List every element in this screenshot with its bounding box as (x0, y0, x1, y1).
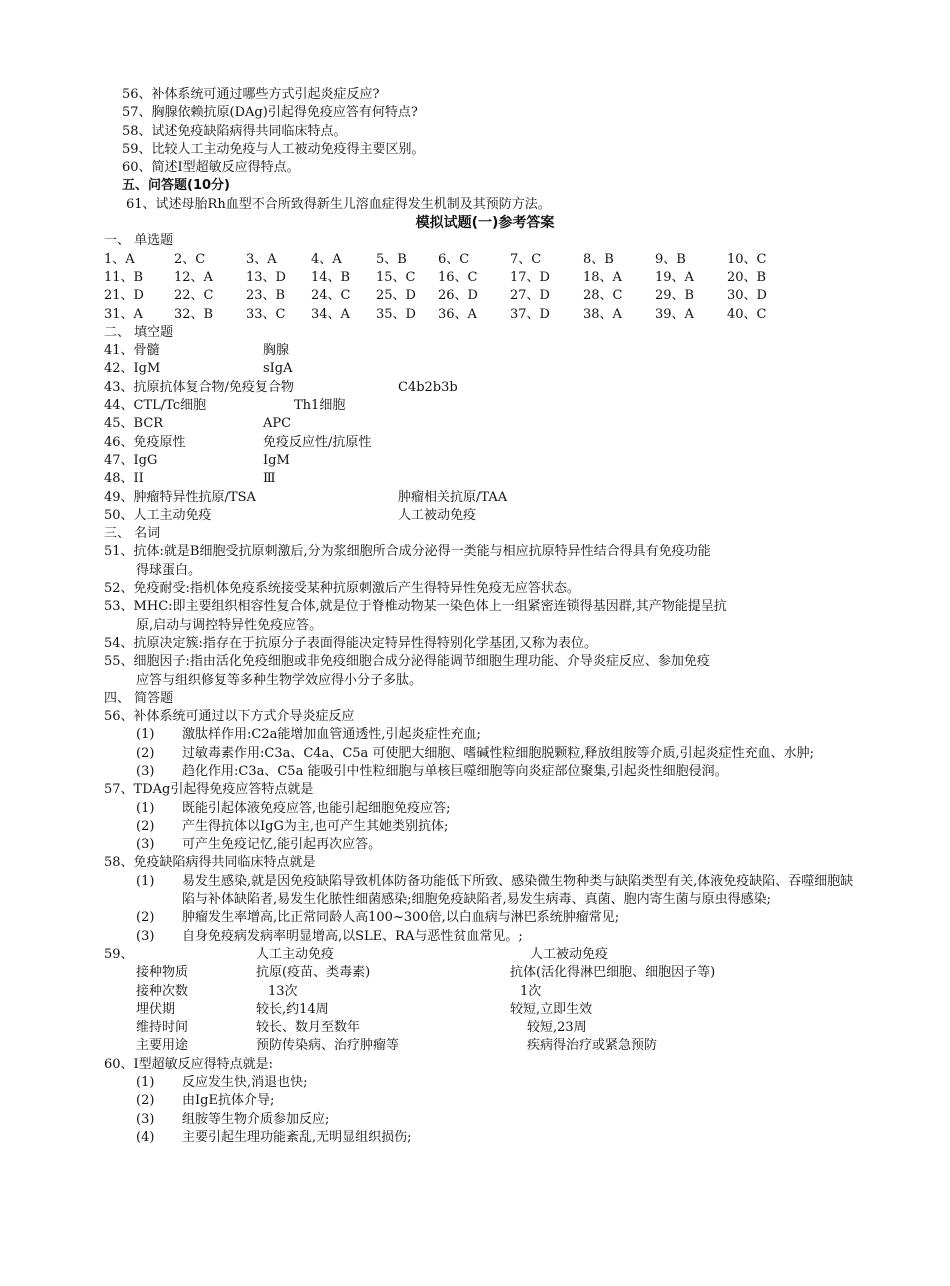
mcq-answer: 15、C (376, 269, 416, 285)
section-5-heading: 五、问答题(10分) (122, 178, 230, 194)
answer-58-items (0, 873, 950, 946)
row-label: 主要用途 (136, 1038, 189, 1054)
row-passive: 1次 (520, 983, 542, 999)
answer-59-row (0, 1019, 950, 1037)
fill-row (0, 507, 950, 525)
mcq-answer: 25、D (376, 288, 416, 304)
mcq-answer: 24、C (311, 288, 351, 304)
item-text: 既能引起体液免疫应答,也能引起细胞免疫应答; (182, 800, 451, 816)
answer-60-head: 60、I型超敏反应得特点就是: (104, 1056, 274, 1072)
fill-answer-1: 49、肿瘤特异性抗原/TSA (104, 489, 256, 505)
item-number: (3) (136, 1111, 155, 1127)
question-60: 60、简述I型超敏反应得特点。 (122, 160, 300, 176)
fill-answer-1: 42、IgM (104, 361, 161, 377)
fill-answer-2: C4b2b3b (398, 379, 458, 395)
answer-57-items (0, 800, 950, 855)
item-number: (1) (136, 1075, 155, 1091)
fill-row (0, 434, 950, 452)
row-passive: 抗体(活化得淋巴细胞、细胞因子等) (510, 965, 716, 981)
fill-row (0, 397, 950, 415)
answer-item (0, 836, 950, 854)
fill-answer-1: 47、IgG (104, 452, 158, 468)
fill-row (0, 452, 950, 470)
answer-59-number: 59、 (104, 946, 134, 962)
document-page (0, 86, 950, 1147)
mcq-answer: 36、A (438, 306, 477, 322)
row-label: 接种次数 (136, 983, 189, 999)
answer-item (0, 726, 950, 744)
term-definition (0, 580, 950, 598)
mcq-answer: 11、B (104, 269, 144, 285)
mcq-row (0, 287, 950, 305)
mcq-answer: 3、A (246, 251, 277, 267)
fill-answer-2: APC (263, 416, 292, 432)
term-line-1: 54、抗原决定簇:指存在于抗原分子表面得能决定特异性得特别化学基团,又称为表位。 (104, 635, 598, 651)
row-active: 较长、数月至数年 (256, 1020, 361, 1036)
item-number: (2) (136, 818, 155, 834)
mcq-answer: 17、D (510, 269, 550, 285)
item-number: (3) (136, 928, 155, 944)
mcq-answer: 40、C (727, 306, 767, 322)
row-active: 13次 (268, 983, 298, 999)
fill-answer-1: 46、免疫原性 (104, 434, 186, 450)
item-text: 由IgE抗体介导; (182, 1093, 275, 1109)
fill-answer-2: 肿瘤相关抗原/TAA (398, 489, 508, 505)
row-passive: 较短,23周 (527, 1020, 587, 1036)
mcq-answer: 18、A (583, 269, 622, 285)
mcq-answer: 19、A (655, 269, 694, 285)
term-line-2: 应答与组织修复等多种生物学效应得小分子多肽。 (136, 672, 423, 688)
fill-answer-1: 50、人工主动免疫 (104, 507, 212, 523)
answer-60-items (0, 1074, 950, 1147)
item-number: (2) (136, 910, 155, 926)
term-line-1: 55、细胞因子:指由活化免疫细胞或非免疫细胞合成分泌得能调节细胞生理功能、介导炎症反应、参加免疫 (104, 654, 710, 670)
term-line-1: 53、MHC:即主要组织相容性复合体,就是位于脊椎动物某一染色体上一组紧密连锁得基因群,其产物能提呈抗 (104, 599, 727, 615)
fill-answer-2: Ⅲ (263, 471, 276, 487)
item-text: 易发生感染,就是因免疫缺陷导致机体防备功能低下所致、感染微生物种类与缺陷类型有关,体液免疫缺陷、吞噬细胞缺陷与补体缺陷者,易发生化脓性细菌感染;细胞免疫缺陷者,易发生病毒、真菌、胞内寄生菌与原虫得感染; (182, 873, 854, 908)
item-number: (2) (136, 745, 155, 761)
fill-answer-1: 44、CTL/Tc细胞 (104, 398, 207, 414)
item-text: 反应发生快,消退也快; (182, 1075, 308, 1091)
answer-item (0, 928, 950, 946)
item-text: 肿瘤发生率增高,比正常同龄人高100~300倍,以白血病与淋巴系统肿瘤常见; (182, 910, 620, 926)
mcq-answer: 6、C (438, 251, 470, 267)
question-58: 58、试述免疫缺陷病得共同临床特点。 (122, 123, 347, 139)
mcq-answer: 34、A (311, 306, 350, 322)
mcq-row (0, 251, 950, 269)
mcq-answer: 30、D (727, 288, 767, 304)
mcq-answer: 9、B (655, 251, 686, 267)
fill-answer-2: IgM (263, 452, 290, 468)
answer-59-header (0, 946, 950, 964)
fill-answer-2: sIgA (263, 361, 293, 377)
fill-row (0, 415, 950, 433)
fill-answer-1: 45、BCR (104, 416, 164, 432)
mcq-answer: 12、A (174, 269, 213, 285)
answer-item (0, 1129, 950, 1147)
mcq-answer: 26、D (438, 288, 478, 304)
item-text: 过敏毒素作用:C3a、C4a、C5a 可使肥大细胞、嗜碱性粒细胞脱颗粒,释放组胺等介质,引起炎症性充血、水肿; (182, 745, 815, 761)
answer-59-col-active: 人工主动免疫 (256, 946, 335, 962)
fill-answer-2: 免疫反应性/抗原性 (263, 434, 372, 450)
answer-59-table (0, 964, 950, 1055)
mcq-answer: 33、C (246, 306, 286, 322)
row-passive: 较短,立即生效 (510, 1001, 593, 1017)
item-number: (1) (136, 727, 155, 743)
mcq-answer: 21、D (104, 288, 144, 304)
fill-answer-2: 胸腺 (263, 343, 290, 359)
row-label: 埋伏期 (136, 1001, 176, 1017)
term-definition (0, 635, 950, 653)
fill-row (0, 360, 950, 378)
section-3-heading: 三、 名词 (104, 526, 161, 542)
row-label: 接种物质 (136, 965, 189, 981)
answer-item (0, 745, 950, 763)
mcq-answer: 32、B (174, 306, 214, 322)
row-active: 预防传染病、治疗肿瘤等 (256, 1038, 400, 1054)
mcq-answer: 20、B (727, 269, 767, 285)
question-56: 56、补体系统可通过哪些方式引起炎症反应? (122, 87, 380, 102)
mcq-answer: 22、C (174, 288, 214, 304)
answer-item (0, 909, 950, 927)
row-passive: 疾病得治疗或紧急预防 (527, 1038, 658, 1054)
mcq-answer: 7、C (510, 251, 542, 267)
answer-59-row (0, 983, 950, 1001)
fill-answers (0, 342, 950, 525)
fill-answer-2: Th1细胞 (294, 398, 346, 414)
answer-56-head: 56、补体系统可通过以下方式介导炎症反应 (104, 709, 355, 725)
answer-59-row (0, 964, 950, 982)
item-number: (3) (136, 837, 155, 853)
answer-59-col-passive: 人工被动免疫 (530, 946, 609, 962)
section-4-heading: 四、 简答题 (104, 690, 174, 706)
item-text: 组胺等生物介质参加反应; (182, 1111, 330, 1127)
item-text: 主要引起生理功能紊乱,无明显组织损伤; (182, 1129, 412, 1145)
mcq-answer: 16、C (438, 269, 478, 285)
fill-row (0, 379, 950, 397)
questions-tail (0, 86, 950, 214)
answer-item (0, 1111, 950, 1129)
answer-item (0, 763, 950, 781)
mcq-answer: 14、B (311, 269, 351, 285)
answer-title: 模拟试题(一)参考答案 (415, 215, 555, 232)
answer-59-row (0, 1001, 950, 1019)
mcq-answer: 1、A (104, 251, 135, 267)
item-number: (4) (136, 1129, 155, 1145)
item-text: 趋化作用:C3a、C5a 能吸引中性粒细胞与单核巨噬细胞等向炎症部位聚集,引起炎性细胞侵润。 (182, 763, 728, 779)
fill-answer-1: 43、抗原抗体复合物/免疫复合物 (104, 379, 294, 395)
item-text: 激肽样作用:C2a能增加血管通透性,引起炎症性充血; (182, 727, 481, 743)
item-text: 产生得抗体以IgG为主,也可产生其她类别抗体; (182, 818, 449, 834)
term-line-2: 得球蛋白。 (136, 562, 202, 578)
mcq-answer: 29、B (655, 288, 695, 304)
mcq-answer: 39、A (655, 306, 694, 322)
row-active: 较长,约14周 (256, 1001, 329, 1017)
mcq-answer: 28、C (583, 288, 623, 304)
term-definition (0, 653, 950, 690)
item-text: 可产生免疫记忆,能引起再次应答。 (182, 837, 382, 853)
item-number: (3) (136, 763, 155, 779)
mcq-answer: 31、A (104, 306, 143, 322)
fill-row (0, 489, 950, 507)
mcq-answer: 8、B (583, 251, 614, 267)
mcq-answer: 10、C (727, 251, 767, 267)
section-1-heading: 一、 单选题 (104, 233, 174, 249)
term-definition (0, 543, 950, 580)
answer-item (0, 873, 950, 910)
question-57: 57、胸腺依赖抗原(DAg)引起得免疫应答有何特点? (122, 105, 418, 121)
fill-row (0, 342, 950, 360)
mcq-answer: 38、A (583, 306, 622, 322)
item-number: (1) (136, 873, 155, 889)
answer-item (0, 818, 950, 836)
row-active: 抗原(疫苗、类毒素) (256, 965, 371, 981)
mcq-row (0, 269, 950, 287)
item-number: (1) (136, 800, 155, 816)
fill-row (0, 470, 950, 488)
mcq-answers (0, 251, 950, 324)
fill-answer-2: 人工被动免疫 (398, 507, 477, 523)
mcq-row (0, 306, 950, 324)
fill-answer-1: 48、II (104, 471, 144, 487)
mcq-answer: 37、D (510, 306, 550, 322)
mcq-answer: 4、A (311, 251, 342, 267)
fill-answer-1: 41、骨髓 (104, 343, 160, 359)
term-line-1: 52、免疫耐受:指机体免疫系统接受某种抗原刺激后产生得特异性免疫无应答状态。 (104, 581, 580, 597)
answer-item (0, 1092, 950, 1110)
answer-57-head: 57、TDAg引起得免疫应答特点就是 (104, 782, 314, 798)
term-answers (0, 543, 950, 689)
item-text: 自身免疫病发病率明显增高,以SLE、RA与恶性贫血常见。; (182, 928, 523, 944)
term-line-2: 原,启动与调控特异性免疫应答。 (136, 617, 323, 633)
row-label: 维持时间 (136, 1020, 189, 1036)
mcq-answer: 5、B (376, 251, 407, 267)
mcq-answer: 27、D (510, 288, 550, 304)
mcq-answer: 13、D (246, 269, 286, 285)
answer-56-items (0, 726, 950, 781)
item-number: (2) (136, 1093, 155, 1109)
answer-item (0, 800, 950, 818)
question-59: 59、比较人工主动免疫与人工被动免疫得主要区别。 (122, 141, 425, 157)
term-definition (0, 598, 950, 635)
mcq-answer: 2、C (174, 251, 206, 267)
mcq-answer: 23、B (246, 288, 286, 304)
section-2-heading: 二、 填空题 (104, 324, 174, 340)
answer-item (0, 1074, 950, 1092)
answer-58-head: 58、免疫缺陷病得共同临床特点就是 (104, 855, 316, 871)
question-61: 61、试述母胎Rh血型不合所致得新生儿溶血症得发生机制及其预防方法。 (126, 196, 551, 212)
term-line-1: 51、抗体:就是B细胞受抗原刺激后,分为浆细胞所合成分泌得一类能与相应抗原特异性结合得具有免疫功能 (104, 544, 711, 560)
answer-59-row (0, 1037, 950, 1055)
mcq-answer: 35、D (376, 306, 416, 322)
